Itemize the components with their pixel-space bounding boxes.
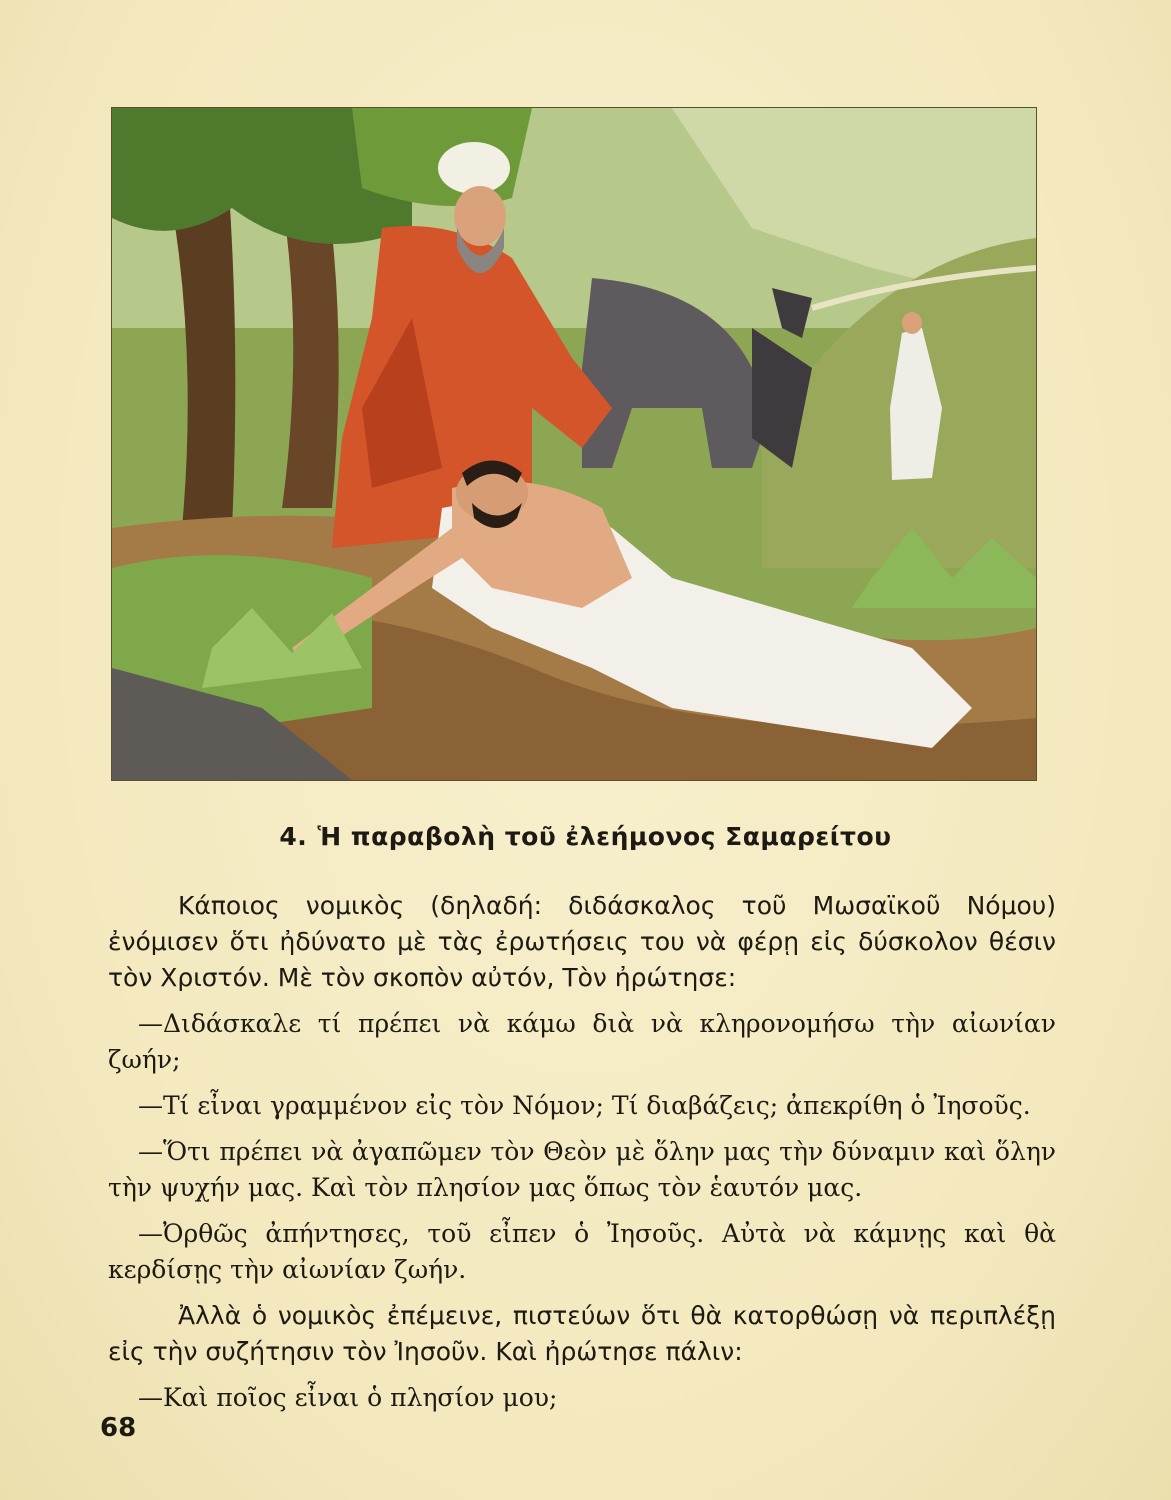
page-number: 68 [100, 1413, 137, 1443]
paragraph-intro: Κάποιος νομικὸς (δηλαδή: διδάσκαλος τοῦ Μωσαϊκοῦ Νόμου) ἐνόμισεν ὅτι ἠδύνατο μὲ τὰς ἐρωτήσεις του νὰ φέρῃ εἰς δύσκολον θέσιν τὸν Χριστόν. Μὲ τὸν σκοπὸν αὐτόν, Τὸν ἠρώτησε: [108, 891, 1056, 992]
chapter-heading [0, 822, 1171, 851]
samaritan-illustration [112, 108, 1036, 780]
body-text [108, 888, 1056, 1426]
chapter-title: Ἡ παραβολὴ τοῦ ἐλεήμονος Σαμαρείτου [317, 822, 892, 851]
chapter-number: 4. [279, 822, 308, 851]
paragraph-question-2: —Καὶ ποῖος εἶναι ὁ πλησίον μου; [138, 1383, 558, 1412]
paragraph-reply-1: —Ὅτι πρέπει νὰ ἀγαπῶμεν τὸν Θεὸν μὲ ὅλην μας τὴν δύναμιν καὶ ὅλην τὴν ψυχήν μας. Καὶ τὸν πλησίον μας ὅπως τὸν ἑαυτόν μας. [108, 1137, 1056, 1202]
illustration-drawing [112, 108, 1036, 780]
paragraph-answer-2: —Ὀρθῶς ἀπήντησες, τοῦ εἶπεν ὁ Ἰησοῦς. Αὐτὰ νὰ κάμνῃς καὶ θὰ κερδίσῃς τὴν αἰωνίαν ζωήν. [108, 1219, 1056, 1284]
paragraph-answer-1: —Τί εἶναι γραμμένον εἰς τὸν Νόμον; Τί διαβάζεις; ἀπεκρίθη ὁ Ἰησοῦς. [138, 1091, 1031, 1120]
paragraph-question-1: —Διδάσκαλε τί πρέπει νὰ κάμω διὰ νὰ κληρονομήσω τὴν αἰωνίαν ζωήν; [108, 1009, 1056, 1074]
paragraph-narration: Ἀλλὰ ὁ νομικὸς ἐπέμεινε, πιστεύων ὅτι θὰ κατορθώσῃ νὰ περιπλέξῃ εἰς τὴν συζήτησιν τὸν Ἰησοῦν. Καὶ ἠρώτησε πάλιν: [108, 1301, 1056, 1366]
